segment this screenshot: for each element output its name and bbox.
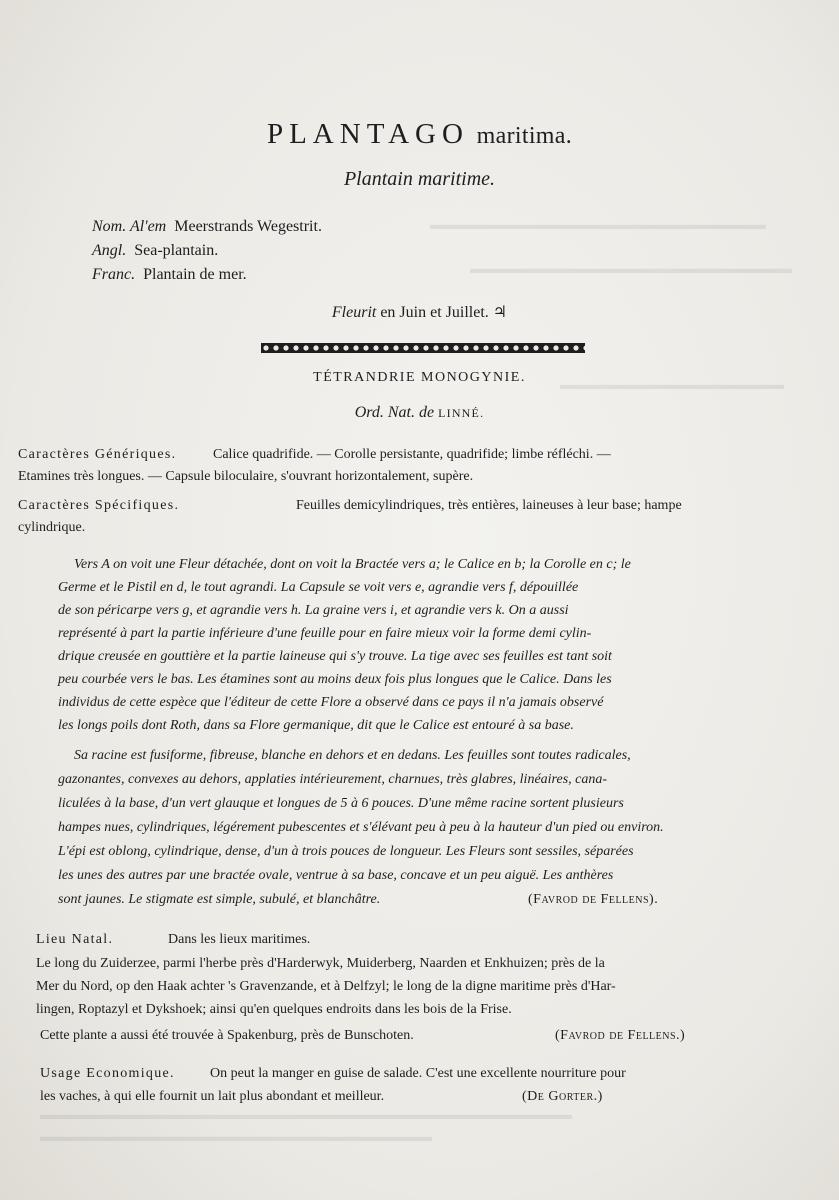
paragraph-line: les unes des autres par une bractée ovale, ventrue à sa base, concave et un peu aiguë. Les anthères — [58, 868, 614, 883]
paragraph-line: peu courbée vers le bas. Les étamines sont au moins deux fois plus longues que le Calice. Dans les — [58, 672, 612, 687]
usage-text: les vaches, à qui elle fournit un lait plus abondant et meilleur. — [40, 1089, 385, 1104]
locality-line: Le long du Zuiderzee, parmi l'herbe près d'Harderwyk, Muiderberg, Naarden et Enkhuizen; près de la — [36, 956, 605, 971]
name-value: Sea-plantain. — [134, 242, 219, 259]
locality-line: lingen, Roptazyl et Dykshoek; ainsi qu'en quelques endroits dans les bois de la Frise. — [36, 1002, 512, 1017]
bleed-through-text: ▬▬▬▬▬▬▬▬▬▬▬▬▬▬▬▬▬▬▬▬▬▬▬▬▬▬▬▬ — [40, 1130, 432, 1145]
french-common-name: Plantain maritime. — [343, 168, 496, 190]
species-title — [0, 118, 839, 151]
paragraph-line: sont jaunes. Le stigmate est simple, subulé, et blanchâtre. — [58, 892, 381, 907]
author-credit: (Favrod de Fellens.) — [555, 1028, 686, 1043]
english-name — [92, 242, 218, 260]
ornamental-rule — [261, 343, 585, 353]
bleed-through-text: ▬▬▬▬▬▬▬▬▬▬▬▬▬▬▬▬▬▬▬▬▬▬▬▬▬▬▬▬▬▬▬▬▬▬▬▬▬▬ — [40, 1108, 572, 1123]
bleed-through-text: ▬▬▬▬▬▬▬▬▬▬▬▬▬▬▬▬▬▬▬▬▬▬▬▬ — [430, 218, 766, 233]
habitat-text: Dans les lieux maritimes. — [168, 932, 311, 947]
paragraph-line: les longs poils dont Roth, dans sa Flore germanique, dit que le Calice est entouré à sa base. — [58, 718, 574, 733]
paragraph-line: Sa racine est fusiforme, fibreuse, blanche en dehors et en dedans. Les feuilles sont toutes radicales, — [74, 748, 631, 763]
locality-line: Cette plante a aussi été trouvée à Spakenburg, près de Bunschoten. — [40, 1028, 414, 1043]
name-label: Nom. Al'em — [92, 218, 167, 235]
name-value: Meerstrands Wegestrit. — [174, 218, 322, 235]
natural-order — [0, 404, 839, 422]
paragraph-line: liculées à la base, d'un vert glauque et longues de 5 à 6 pouces. D'une même racine sortent plusieurs — [58, 796, 624, 811]
specific-characters-text: cylindrique. — [18, 520, 86, 535]
locality-line: Mer du Nord, op den Haak achter 's Gravenzande, et à Delfzyl; le long de la digne maritime près d'Har- — [36, 979, 616, 994]
generic-characters-label: Caractères Génériques. — [18, 447, 177, 462]
paragraph-line: représenté à part la partie inférieure d'une feuille pour en faire mieux voir la forme demi cylin- — [58, 626, 592, 641]
paragraph-line: gazonantes, convexes au dehors, applaties intérieurement, charnues, très glabres, linéaires, cana- — [58, 772, 608, 787]
order-label: Ord. Nat. de — [354, 404, 435, 421]
specific-characters-text: Feuilles demicylindriques, très entières, laineuses à leur base; hampe — [296, 498, 682, 513]
species-epithet: maritima. — [476, 123, 573, 149]
paragraph-line: Germe et le Pistil en d, le tout agrandi. La Capsule se voit vers e, agrandie vers f, dépouillée — [58, 580, 579, 595]
generic-characters-text: Etamines très longues. — Capsule biloculaire, s'ouvrant horizontalement, supère. — [18, 469, 474, 484]
paragraph-line: de son péricarpe vers g, et agrandie vers h. La graine vers i, et agrandie vers k. On a aussi — [58, 603, 569, 618]
name-label: Franc. — [92, 266, 136, 283]
author-credit: (Favrod de Fellens). — [528, 892, 659, 907]
name-label: Angl. — [92, 242, 127, 259]
author-credit: (De Gorter.) — [522, 1089, 603, 1104]
flowering-label: Fleurit — [331, 304, 377, 321]
name-value: Plantain de mer. — [143, 266, 247, 283]
paragraph-line: drique creusée en gouttière et la partie laineuse qui s'y trouve. La tige avec ses feuilles est tant soit — [58, 649, 612, 664]
paragraph-line: individus de cette espèce que l'éditeur de cette Flore a observé dans ce pays il n'a jamais observé — [58, 695, 604, 710]
flowering-value: en Juin et Juillet. ♃ — [380, 304, 508, 321]
flowering-period — [0, 302, 839, 322]
usage-text: On peut la manger en guise de salade. C'est une excellente nourriture pour — [210, 1066, 626, 1081]
paragraph-line: Vers A on voit une Fleur détachée, dont on voit la Bractée vers a; le Calice en b; la Corolle en c; le — [74, 557, 631, 572]
french-name — [92, 266, 247, 284]
paragraph-line: L'épi est oblong, cylindrique, dense, d'un à trois pouces de longueur. Les Fleurs sont sessiles, séparées — [58, 844, 634, 859]
order-author: LINNÉ. — [438, 406, 485, 420]
habitat-label: Lieu Natal. — [36, 932, 114, 947]
bleed-through-text: ▬▬▬▬▬▬▬▬▬▬▬▬▬▬▬▬▬▬▬▬▬▬▬ — [470, 262, 792, 277]
usage-label: Usage Economique. — [40, 1066, 175, 1081]
bleed-through-text: ▬▬▬▬▬▬▬▬▬▬▬▬▬▬▬▬ — [560, 378, 784, 393]
genus-name: PLANTAGO — [266, 118, 469, 150]
paragraph-line: hampes nues, cylindriques, légérement pubescentes et s'élévant peu à peu à la hauteur d'un pied ou environ. — [58, 820, 664, 835]
linnaean-class: TÉTRANDRIE MONOGYNIE. — [313, 370, 526, 385]
german-name — [92, 218, 322, 236]
specific-characters-label: Caractères Spécifiques. — [18, 498, 180, 513]
generic-characters-text: Calice quadrifide. — Corolle persistante, quadrifide; limbe réfléchi. — — [213, 447, 611, 462]
